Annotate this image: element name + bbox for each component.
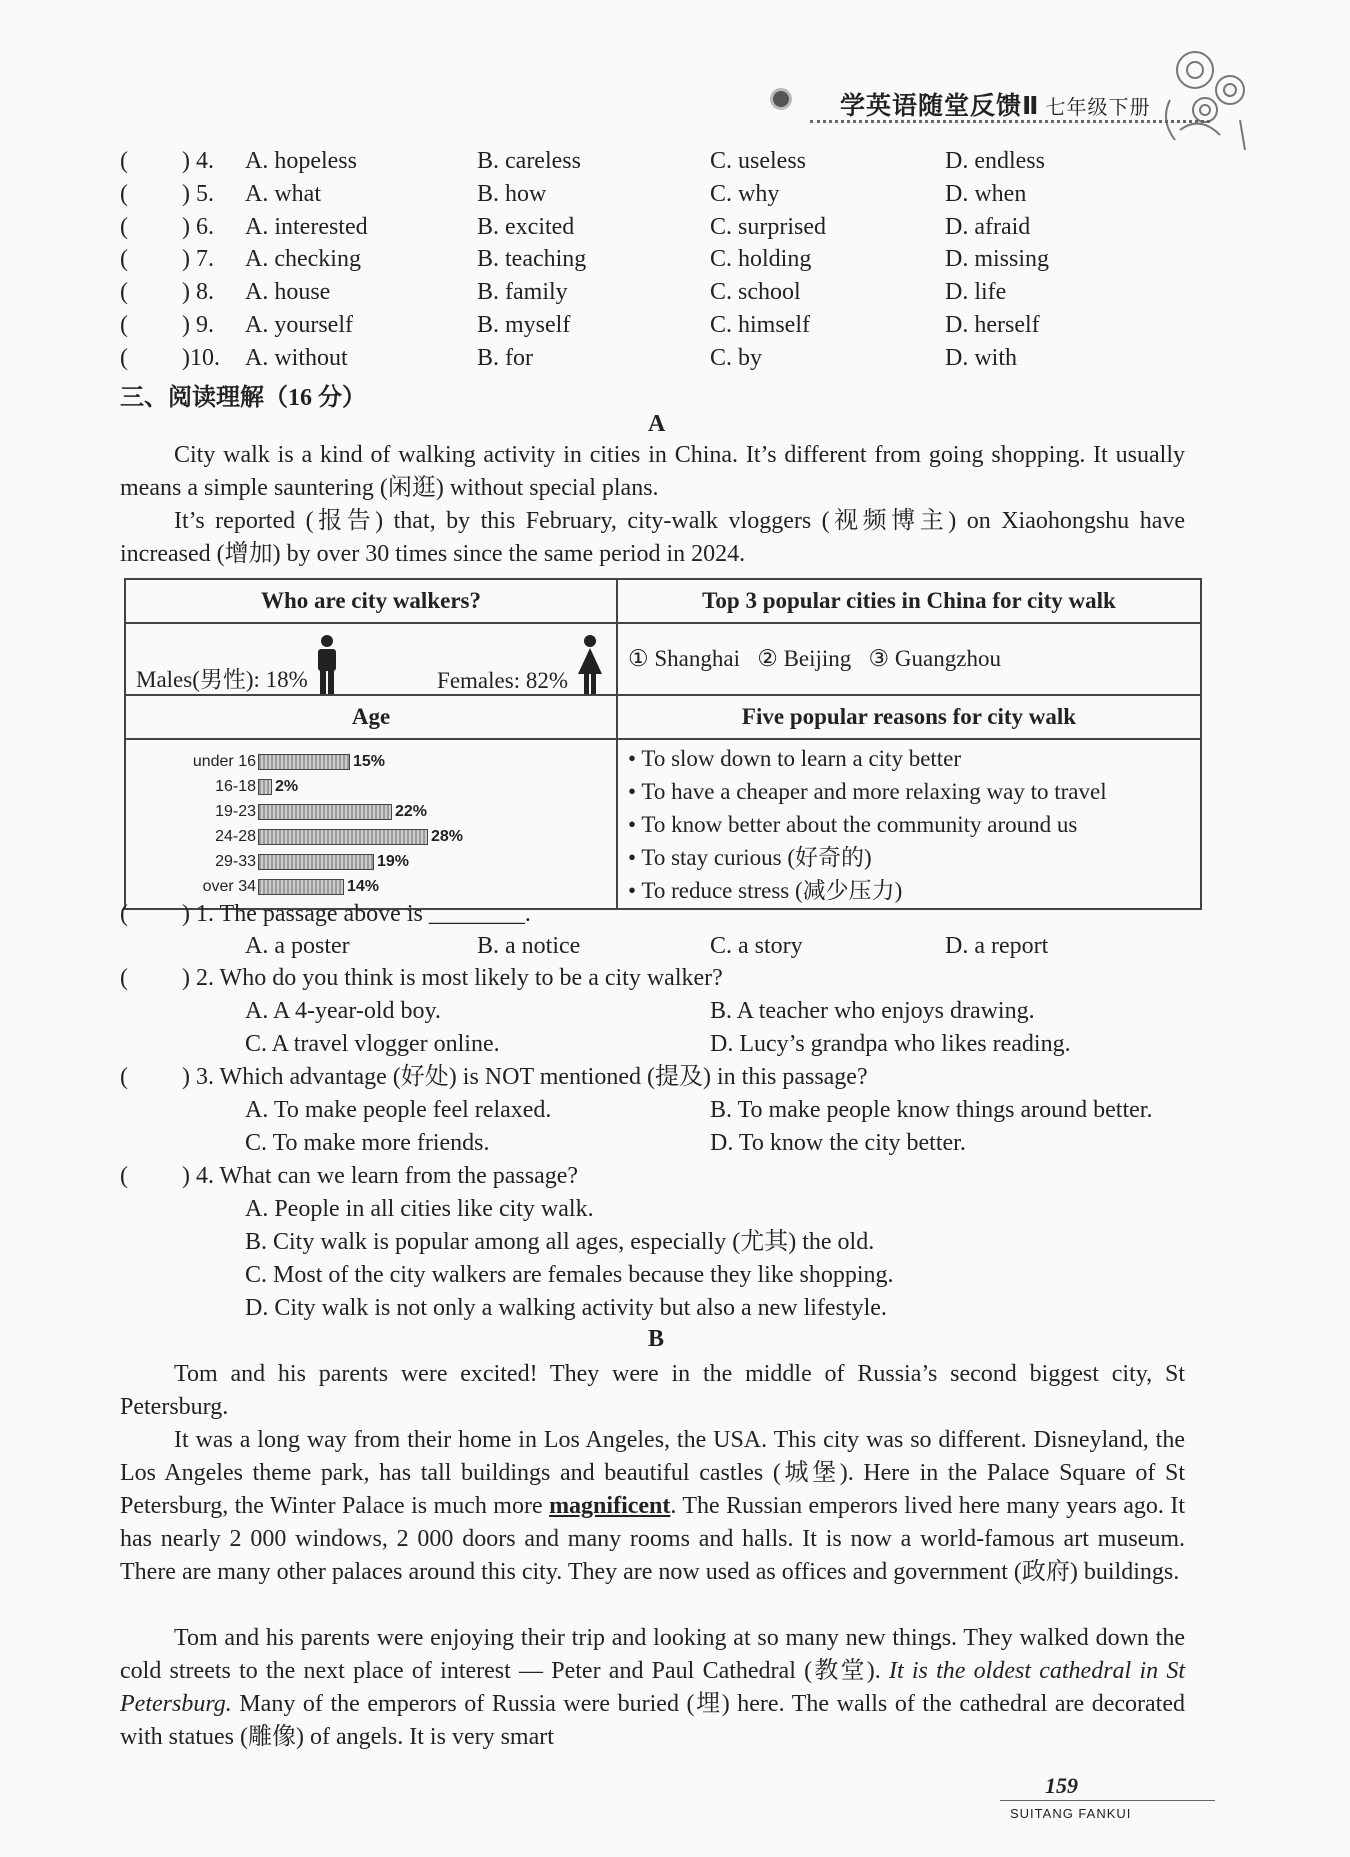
option-a: A. what <box>245 180 321 207</box>
passage-b-letter: B <box>648 1326 665 1352</box>
age-label: 24-28 <box>215 827 256 845</box>
answer-bracket[interactable]: ( <box>120 148 128 174</box>
option-c: C. surprised <box>710 213 826 240</box>
option-d: D. endless <box>945 148 1045 174</box>
header-reasons: Five popular reasons for city walk <box>617 695 1201 739</box>
age-percent: 2% <box>275 777 299 795</box>
question-number: ) 8. <box>182 279 214 306</box>
italic-sentence: It is the oldest cathedral in St Petersburg. <box>120 1658 1186 1717</box>
option-b: B. family <box>477 279 568 306</box>
question-number: ) 4. <box>182 148 214 174</box>
age-label: 29-33 <box>215 852 256 870</box>
header-who: Who are city walkers? <box>125 579 617 623</box>
answer-bracket[interactable]: ( <box>120 1064 128 1090</box>
age-bar-row <box>136 749 606 774</box>
underlined-word: magnificent <box>549 1493 671 1519</box>
passage-b-paragraph-1: Tom and his parents were excited! They were in the middle of Russia’s second biggest city, St Petersburg. <box>120 1361 1185 1420</box>
option-c: C. why <box>710 180 780 207</box>
option-c: C. useless <box>710 148 806 174</box>
age-chart <box>125 739 617 909</box>
question-number: ) 5. <box>182 180 214 207</box>
city-walk-table <box>124 578 1202 910</box>
reason-item: • To know better about the community around us <box>628 811 1078 837</box>
question-number: ) 9. <box>182 312 214 338</box>
age-bar-row <box>136 774 606 799</box>
female-figure-icon <box>574 634 606 694</box>
answer-bracket[interactable]: ( <box>120 1163 128 1189</box>
age-bar <box>258 879 344 895</box>
females-stat: Females: 82% <box>437 668 568 693</box>
reasons-list <box>617 739 1201 909</box>
flower-ornament-icon <box>1150 40 1260 155</box>
top-cities-list: ① Shanghai ② Beijing ③ Guangzhou <box>617 623 1201 695</box>
option-c: C. by <box>710 344 763 371</box>
reason-item: • To reduce stress (减少压力) <box>628 877 903 903</box>
option-a: A. yourself <box>245 312 353 338</box>
age-label: 19-23 <box>215 802 256 820</box>
option-a: A. without <box>245 344 348 371</box>
option-b: B. teaching <box>477 246 587 273</box>
option-a: A. house <box>245 279 331 306</box>
age-bar <box>258 854 374 870</box>
option-c: C. holding <box>710 246 812 273</box>
age-percent: 14% <box>347 877 380 895</box>
header-dotted-rule <box>810 120 1210 123</box>
age-label: under 16 <box>192 752 256 770</box>
option-a: A. interested <box>245 213 368 240</box>
option-d: D. when <box>945 180 1027 207</box>
option-d: D. with <box>945 344 1017 371</box>
age-bar-row <box>136 849 606 874</box>
passage-a-paragraph-1: City walk is a kind of walking activity in cities in China. It’s different from going shopping. It usually means a simple sauntering (闲逛) without special plans. <box>120 442 1185 501</box>
answer-bracket[interactable]: ( <box>120 180 128 207</box>
age-percent: 22% <box>395 802 428 820</box>
passage-a-paragraph-2: It’s reported (报告) that, by this February, city-walk vloggers (视频博主) on Xiaohongshu have increased (增加) by over 30 times since the same period in 2024. <box>120 508 1185 567</box>
passage-b-paragraph-2: It was a long way from their home in Los Angeles, the USA. This city was so different. Disneyland, the Los Angeles theme park, has tall buildings and beautiful castles (城堡). Here in the Palace Square of St Petersburg, the Winter Palace is much more magnificent. The Russian emperors lived here many years ago. It has nearly 2 000 windows, 2 000 doors and many rooms and halls. It is now a world-famous art museum. There are many other palaces around this city. They are now used as offices and government (政府) buildings. <box>120 1427 1185 1585</box>
answer-bracket[interactable]: ( <box>120 246 128 273</box>
age-bar <box>258 779 272 795</box>
reason-item: • To slow down to learn a city better <box>628 745 962 771</box>
header-age: Age <box>125 695 617 739</box>
age-percent: 15% <box>353 752 386 770</box>
option-d: D. life <box>945 279 1007 306</box>
reason-item: • To have a cheaper and more relaxing way to travel <box>628 778 1107 804</box>
book-title: 学英语随堂反馈Ⅱ 七年级下册 <box>840 91 1151 120</box>
age-label: over 34 <box>202 877 256 895</box>
option-b: B. excited <box>477 213 575 240</box>
age-bar-row <box>136 824 606 849</box>
answer-bracket[interactable]: ( <box>120 901 128 927</box>
males-stat: Males(男性): 18% <box>136 667 308 692</box>
age-percent: 28% <box>431 827 464 845</box>
book-subtitle: 七年级下册 <box>1045 95 1151 119</box>
reason-item: • To stay curious (好奇的) <box>628 844 872 870</box>
footer-code: SUITANG FANKUI <box>1010 1806 1132 1821</box>
option-b: B. myself <box>477 312 571 338</box>
header-bullet-icon <box>770 88 792 110</box>
age-bar-row <box>136 874 606 899</box>
answer-bracket[interactable]: ( <box>120 965 128 991</box>
option-d: D. herself <box>945 312 1040 338</box>
option-b: B. how <box>477 180 547 207</box>
option-c: C. himself <box>710 312 810 338</box>
passage-b-paragraph-3: Tom and his parents were enjoying their trip and looking at so many new things. They walked down the cold streets to the next place of interest — Peter and Paul Cathedral (教堂). It is the oldest cathedral in St Petersburg. Many of the emperors of Russia were buried (埋) here. The walls of the cathedral are decorated with statues (雕像) of angels. It is very smart <box>120 1625 1186 1750</box>
passage-a-letter: A <box>648 411 666 437</box>
option-a: A. checking <box>245 246 361 273</box>
age-label: 16-18 <box>215 777 256 795</box>
answer-bracket[interactable]: ( <box>120 213 128 240</box>
age-bar <box>258 829 428 845</box>
option-a: A. hopeless <box>245 148 357 174</box>
option-b: B. for <box>477 344 533 371</box>
age-bar <box>258 754 350 770</box>
male-figure-icon <box>314 634 340 694</box>
question-number: ) 7. <box>182 246 214 273</box>
option-d: D. afraid <box>945 213 1031 240</box>
question-number: )10. <box>182 344 220 371</box>
gender-cell <box>125 623 617 695</box>
footer-rule <box>1000 1800 1215 1801</box>
answer-bracket[interactable]: ( <box>120 344 128 371</box>
page-number: 159 <box>1045 1773 1078 1798</box>
section-title: 三、阅读理解（16 分） <box>120 385 366 411</box>
age-percent: 19% <box>377 852 410 870</box>
option-c: C. school <box>710 279 801 306</box>
option-d: D. missing <box>945 246 1050 273</box>
option-b: B. careless <box>477 148 581 174</box>
age-bar-row <box>136 799 606 824</box>
age-bar <box>258 804 392 820</box>
answer-bracket[interactable]: ( <box>120 312 128 338</box>
header-top-cities: Top 3 popular cities in China for city walk <box>617 579 1201 623</box>
answer-bracket[interactable]: ( <box>120 279 128 306</box>
question-number: ) 6. <box>182 213 214 240</box>
